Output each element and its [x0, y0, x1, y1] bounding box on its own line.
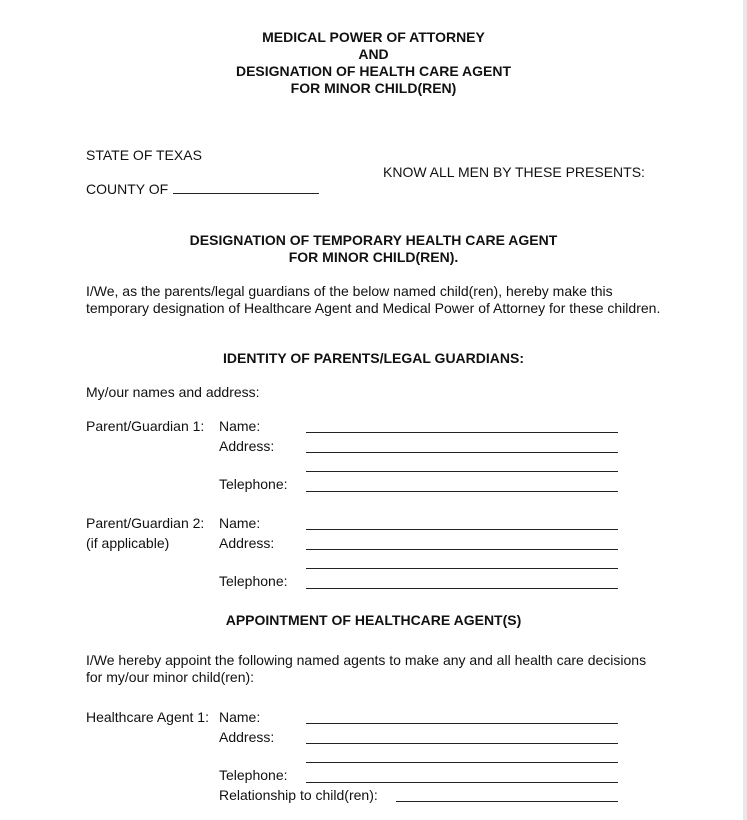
agent1-address-field-1[interactable]: [306, 743, 618, 744]
agent1-relationship-field[interactable]: [396, 801, 618, 802]
title-line-2: AND: [358, 46, 389, 62]
guardian2-address-field-2[interactable]: [306, 568, 618, 569]
parents-heading: IDENTITY OF PARENTS/LEGAL GUARDIANS:: [222, 350, 524, 366]
title-line-3: DESIGNATION OF HEALTH CARE AGENT: [235, 63, 512, 79]
page-edge: [743, 0, 747, 820]
guardian1-name-label: Name:: [219, 418, 261, 434]
guardian1-name-field[interactable]: [306, 432, 618, 433]
agent1-name-field[interactable]: [306, 723, 618, 724]
agents-heading: APPOINTMENT OF HEALTHCARE AGENT(S): [225, 612, 522, 628]
know-all-text: KNOW ALL MEN BY THESE PRESENTS:: [383, 164, 645, 180]
title-line-4: FOR MINOR CHILD(REN): [290, 80, 457, 96]
guardian2-telephone-label: Telephone:: [219, 573, 288, 589]
designation-paragraph: I/We, as the parents/legal guardians of the below named child(ren), hereby make this temporary designation of Healthcare Agent and Medical Power of Attorney for these children.: [86, 283, 661, 316]
parents-intro: My/our names and address:: [86, 384, 260, 400]
agent1-address-field-2[interactable]: [306, 762, 618, 763]
title-line-1: MEDICAL POWER OF ATTORNEY: [262, 29, 485, 45]
guardian2-sub-label: (if applicable): [86, 535, 170, 551]
county-label: COUNTY OF: [86, 181, 169, 197]
guardian1-telephone-label: Telephone:: [219, 476, 288, 492]
agent1-telephone-label: Telephone:: [219, 767, 288, 783]
agent1-relationship-label: Relationship to child(ren):: [219, 787, 378, 803]
county-field[interactable]: [173, 181, 319, 194]
designation-heading-1: DESIGNATION OF TEMPORARY HEALTH CARE AGENT: [189, 232, 558, 248]
guardian1-address-label: Address:: [219, 438, 275, 454]
guardian1-label: Parent/Guardian 1:: [86, 418, 205, 434]
designation-heading-2: FOR MINOR CHILD(REN).: [288, 249, 459, 265]
guardian2-address-label: Address:: [219, 535, 275, 551]
state-label: STATE OF TEXAS: [86, 147, 202, 163]
agent1-address-label: Address:: [219, 729, 275, 745]
agent1-name-label: Name:: [219, 709, 261, 725]
guardian2-name-field[interactable]: [306, 529, 618, 530]
county-row: [86, 181, 319, 197]
guardian2-name-label: Name:: [219, 515, 261, 531]
guardian1-address-field-1[interactable]: [306, 452, 618, 453]
agents-paragraph: I/We hereby appoint the following named agents to make any and all health care decisions for my/our minor child(ren):: [86, 652, 647, 685]
guardian1-telephone-field[interactable]: [306, 491, 618, 492]
guardian2-label: Parent/Guardian 2:: [86, 515, 205, 531]
agent1-label: Healthcare Agent 1:: [86, 709, 209, 725]
guardian1-address-field-2[interactable]: [306, 471, 618, 472]
guardian2-telephone-field[interactable]: [306, 588, 618, 589]
guardian2-address-field-1[interactable]: [306, 549, 618, 550]
agent1-telephone-field[interactable]: [306, 782, 618, 783]
